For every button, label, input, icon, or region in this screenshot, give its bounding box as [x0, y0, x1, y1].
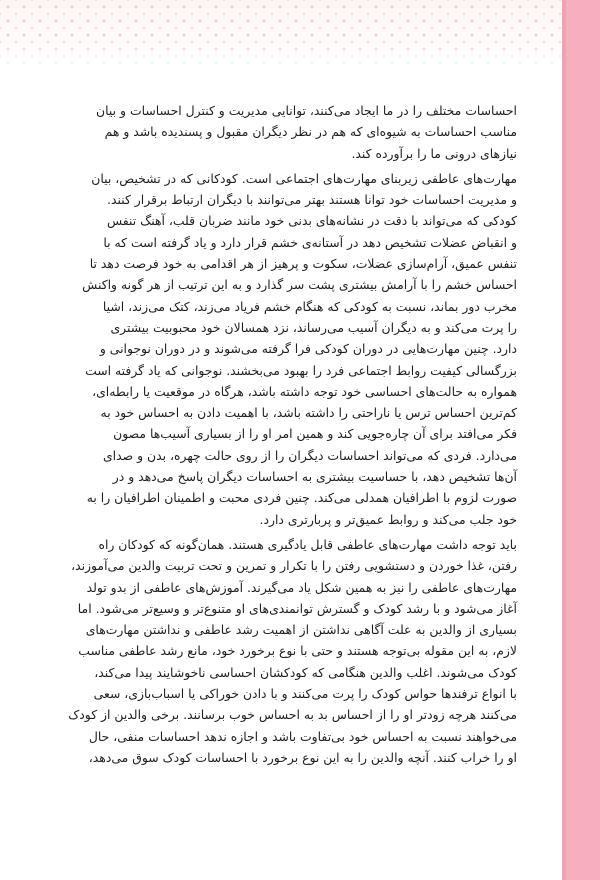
- paragraph-3: باید توجه داشت مهارت‌های عاطفی قابل یادگیری هستند. همان‌گونه که کودکان راه رفتن، غذا خوردن و دستشویی رفتن را با تکرار و تمرین و تحت تربیت والدین می‌آموزند، مهارت‌های عاطفی را نیز به همین شکل یاد می‌گیرند. آموزش‌های عاطفی از بدو تولد آغاز می‌شود و با رشد کودک و گسترش توانمندی‌های او متنوع‌تر و وسیع‌تر می‌شود. اما بسیاری از والدین به علت آگاهی نداشتن از اهمیت رشد عاطفی و نداشتن مهارت‌های لازم، به این مقوله بی‌توجه هستند و حتی با نوع برخورد خود، مانع رشد عاطفی مناسب کودک می‌شوند. اغلب والدین هنگامی که کودکشان احساسی ناخوشایند پیدا می‌کند، با انواع ترفندها حواس کودک را پرت می‌کنند و با دادن خوراکی یا اسباب‌بازی، سعی می‌کنند هرچه زودتر او را از احساس بد به احساس خوب برسانند. برخی والدین از کودک می‌خواهند نسبت به احساس خود بی‌تفاوت باشد و اجازه ندهد احساسات منفی، حال او را خراب کنند. آنچه والدین را به این نوع برخورد با احساسات کودک سوق می‌دهد،: [68, 536, 517, 765]
- page-body: [62, 100, 517, 772]
- paragraph-1: احساسات مختلف را در ما ایجاد می‌کنند، توانایی مدیریت و کنترل احساسات و بیان مناسب احساسات به شیوه‌ای که هم در نظر دیگران مقبول و پسندیده باشد و هم نیازهای درونی ما را برآورده کند.: [96, 103, 517, 161]
- decorative-side-strip: [562, 0, 600, 880]
- decorative-header-pattern: [0, 0, 562, 72]
- paragraph-2: مهارت‌های عاطفی زیربنای مهارت‌های اجتماعی است. کودکانی که در تشخیص، بیان و مدیریت احساسات خود توانا هستند بهتر می‌توانند با دیگران ارتباط برقرار کنند. کودکی که می‌تواند با دقت در نشانه‌های بدنی خود مانند ضربان قلب، آهنگ تنفس و انقباض عضلات تشخیص دهد در آستانه‌ی خشم قرار دارد و یاد گرفته است که با تنفس عمیق، آرام‌سازی عضلات، سکوت و پرهیز از هر اقدامی به خود فرصت دهد تا احساس خشم را با آرامش بیشتری پشت سر گذارد و به این ترتیب از هر گونه واکنش مخرب دور بماند، نسبت به کودکی که هنگام خشم فریاد می‌زند، کتک می‌زند، اشیا را پرت می‌کند و به دیگران آسیب می‌رساند، نزد همسالان خود محبوبیت بیشتری دارد. چنین مهارت‌هایی در دوران کودکی فرا گرفته می‌شوند و در دوران نوجوانی و بزرگسالی کیفیت روابط اجتماعی فرد را بهبود می‌بخشند. نوجوانی که یاد گرفته است همواره به حالت‌های احساسی خود توجه داشته باشد، هرگاه در موقعیت یا رابطه‌ای، کم‌ترین احساس ترس یا ناراحتی را داشته باشد، با اهمیت دادن به احساس خود به فکر می‌افتد برای آن چاره‌جویی کند و همین امر او را از بسیاری آسیب‌ها مصون می‌دارد. فردی که می‌تواند احساسات دیگران را از روی حالت چهره، بدن و صدای آن‌ها تشخیص دهد، با حساسیت بیشتری به احساسات دیگران پاسخ می‌دهد و در صورت لزوم با اطرافیان همدلی می‌کند. چنین فردی محبت و اطمینان اطرافیان را به خود جلب می‌کند و روابط عمیق‌تر و پربارتری دارد.: [82, 170, 517, 527]
